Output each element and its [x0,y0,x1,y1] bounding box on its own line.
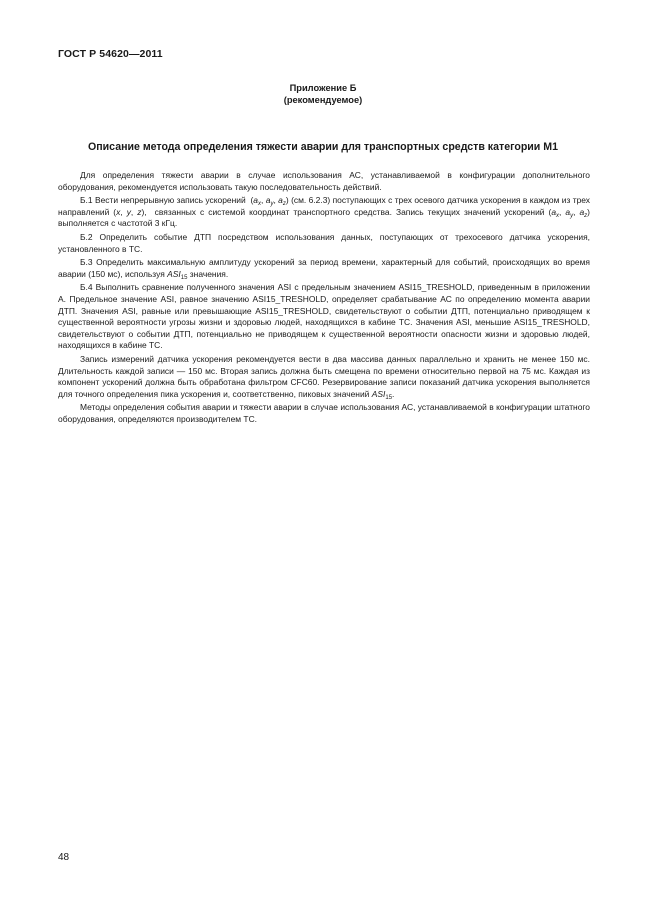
paragraph-methods: Методы определения события аварии и тяжести аварии в случае использования АС, устанавливаемой в конфигурации штатного оборудования, определяются производителем ТС. [58,402,590,424]
paragraph-intro: Для определения тяжести аварии в случае использования АС, устанавливаемой в конфигурации дополнительного оборудования, рекомендуется использовать такую последовательность действий. [58,170,590,192]
standard-code: ГОСТ Р 54620—2011 [58,48,163,60]
appendix-heading [0,82,646,106]
body-text [58,170,590,425]
paragraph-b2: Б.2 Определить событие ДТП посредством использования данных, поступающих от трехосевого датчика ускорения, установленного в ТС. [58,231,590,254]
page-number: 48 [58,852,70,863]
paragraph-b3: Б.3 Определить максимальную амплитуду ускорений за период времени, характерный для событий, происходящих во время аварии (150 мс), используя $ASI_{15}$ значения. [58,257,590,281]
paragraph-b1: Б.1 Вести непрерывную запись ускорений ($a_x$, $a_y$, $a_z$) (см. 6.2.3) поступающих с трех осевого датчика ускорения в каждом из трех направлений (x, y, z), связанных с системой координат транспортного средства. Запись текущих значений ускорений ($a_x$, $a_y$, $a_z$) выполняется с частотой 3 кГц. [58,195,590,229]
paragraph-recording: Запись измерений датчика ускорения рекомендуется вести в два массива данных параллельно и хранить не менее 150 мс. Длительность каждой записи — 150 мс. Вторая запись должна быть смещена по времени относительно первой на 75 мс. Каждая из компонент ускорений должна быть обработана фильтром CFC60. Резервирование записи показаний датчика ускорения выполняется для точного определения пика ускорения и, соответственно, пиковых значений $ASI_{15}$. [58,353,590,401]
paragraph-b4: Б.4 Выполнить сравнение полученного значения ASI с предельным значением ASI15_TRESHOLD, приведенным в приложении А. Предельное значение ASI, равное значению ASI15_TRESHOLD, определяет срабатывание АС по определению момента аварии ДТП. Значения ASI, равные или превышающие ASI15_TRESHOLD, свидетельствуют о событии ДТП, потенциально приводящем к существенной вероятности угрозы жизни и здоровью людей, находящихся в кабине ТС. Значения ASI, меньшие ASI15_TRESHOLD, свидетельствуют о событии ДТП, потенциально не приводящем к существенной вероятности опасности жизни и здоровью людей, находящихся в кабине ТС. [58,282,590,351]
section-title: Описание метода определения тяжести аварии для транспортных средств категории М1 [88,141,558,153]
appendix-name: Приложение Б [289,83,357,93]
appendix-kind: (рекомендуемое) [283,95,363,105]
